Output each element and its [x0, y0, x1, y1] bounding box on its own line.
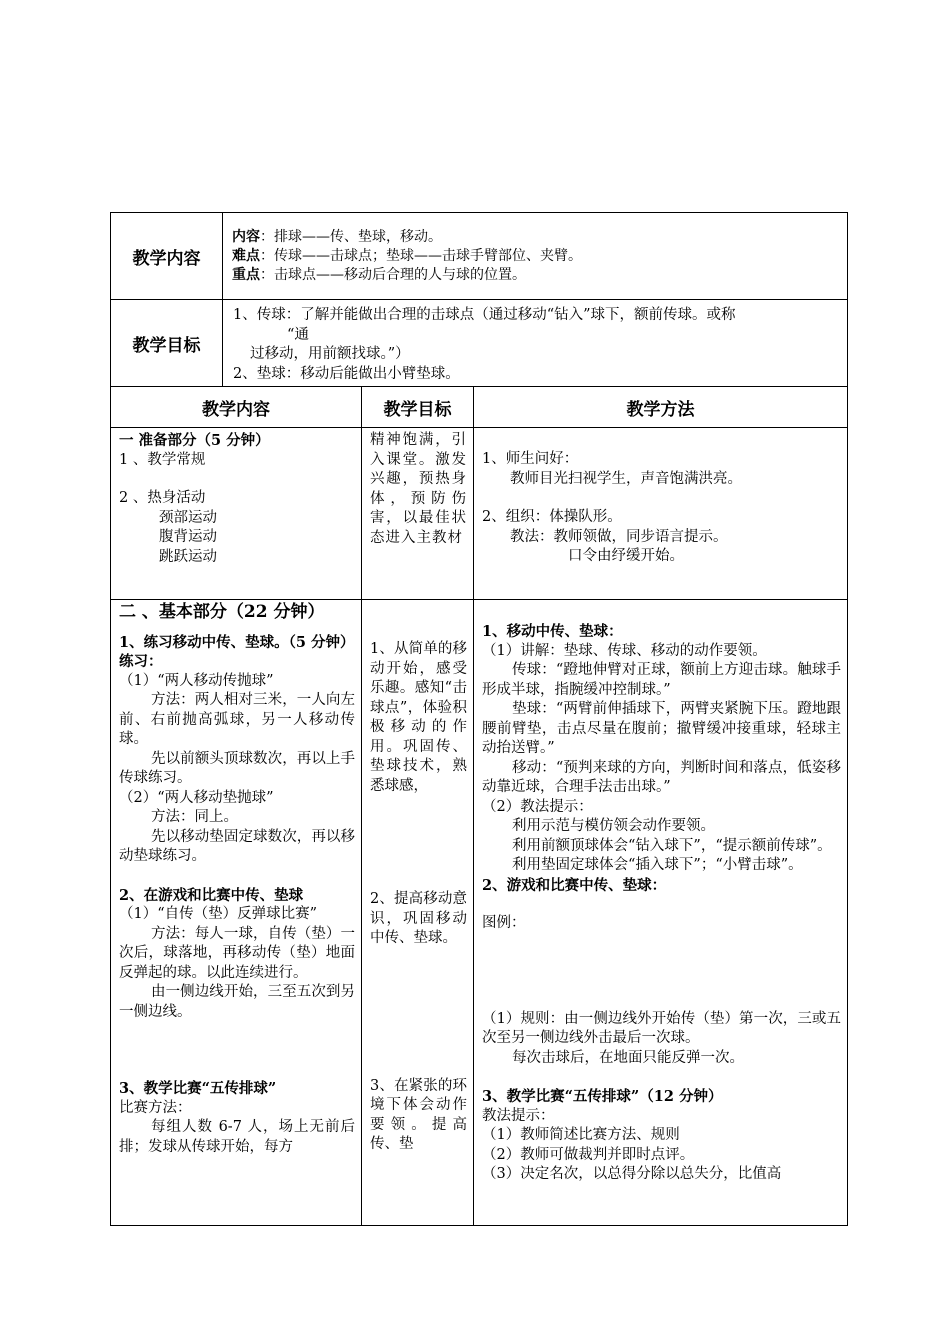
- goal-line-2: “通: [287, 326, 309, 343]
- basic-m1-b3: 利用垫固定球体会“插入球下”；“小臂击球”。: [512, 857, 803, 873]
- goal-label-cell: [111, 300, 223, 387]
- basic-m1-b1: 利用示范与模仿领会动作要领。: [512, 818, 715, 834]
- basic-m2-title: 2、游戏和比赛中传、垫球：: [482, 876, 667, 894]
- basic-goal-cell: [362, 600, 474, 1226]
- basic-m1-b2: 利用前额顶球体会“钻入球下”，“提示额前传球”。: [512, 837, 832, 854]
- basic-goal-3: 3、在紧张的环境下体会动作要领。提高传、垫: [370, 1077, 467, 1152]
- goal-line-4: 2、垫球：移动后能做出小臂垫球。: [233, 365, 460, 382]
- header-goal: 教学目标: [362, 387, 474, 428]
- goal-cell: [223, 300, 848, 387]
- header-method: 教学方法: [474, 387, 848, 428]
- basic-m1-a: （1）讲解：垫球、传球、移动的动作要领。: [482, 642, 767, 659]
- basic-m1-dig: 垫球：“两臂前伸插球下，两臂夹紧腕下压。蹬地跟腰前臂垫，击点尽量在腹前；撤臂缓冲接重球，轻球主动抬送臂。”: [482, 701, 841, 756]
- prep-sub-2: 腹背运动: [159, 529, 217, 545]
- prep-title: 一 准备部分（5 分钟）: [119, 432, 270, 449]
- basic-m3-2: （2）教师可做裁判并即时点评。: [482, 1146, 695, 1163]
- header-content: 教学内容: [111, 387, 362, 428]
- prep-method-4: 教法：教师领做，同步语言提示。: [510, 528, 728, 545]
- basic-s3-title: 3、教学比赛“五传排球”: [119, 1080, 277, 1097]
- basic-s3-method-label: 比赛方法：: [119, 1099, 192, 1116]
- prep-method-cell: [474, 428, 848, 600]
- content-line-3: 重点：击球点——移动后合理的人与球的位置。: [232, 267, 526, 283]
- basic-s2-title: 2、在游戏和比赛中传、垫球: [119, 886, 304, 904]
- basic-m1-title: 1、移动中传、垫球：: [482, 623, 623, 640]
- prep-sub-3: 跳跃运动: [159, 548, 217, 565]
- basic-s3-method: 每组人数 6-7 人，场上无前后排；发球从传球开始，每方: [119, 1119, 355, 1155]
- content-label-cell: [111, 213, 223, 300]
- basic-m2-figure-label: 图例：: [482, 915, 526, 931]
- goal-line-1: 1、传球：了解并能做出合理的击球点（通过移动“钻入”球下，额前传球。或称: [233, 307, 736, 323]
- figure-placeholder: [482, 934, 841, 1010]
- lesson-plan-table: [110, 212, 848, 1226]
- basic-s1-b-more: 先以移动垫固定球数次，再以移动垫球练习。: [119, 828, 355, 864]
- basic-s1-a-method: 方法：两人相对三米，一人向左前、右前抛高弧球，另一人移动传球。: [119, 692, 355, 747]
- basic-s2-a: （1）“自传（垫）反弹球比赛”: [119, 906, 318, 922]
- prep-content-cell: [111, 428, 362, 600]
- prep-item-1: 1 、教学常规: [119, 451, 206, 468]
- prep-method-5: 口令由纾缓开始。: [568, 548, 684, 564]
- basic-s1-a-more: 先以前额头顶球数次，再以上手传球练习。: [119, 750, 355, 786]
- basic-m2-rule2: 每次击球后，在地面只能反弹一次。: [512, 1049, 744, 1066]
- basic-s1-title: 1、练习移动中传、垫球。（5 分钟）: [119, 633, 355, 651]
- basic-m1-b: （2）教法提示：: [482, 798, 593, 815]
- basic-content-cell: [111, 600, 362, 1226]
- basic-s2-a-method: 方法：每人一球，自传（垫）一次后，球落地，再移动传（垫）地面反弹起的球。以此连续进行。: [119, 925, 355, 981]
- basic-method-cell: [474, 600, 848, 1226]
- basic-goal-2: 2、提高移动意识，巩固移动中传、垫球。: [370, 891, 467, 946]
- content-label: 教学内容: [132, 248, 201, 269]
- basic-m2-rule: （1）规则：由一侧边线外开始传（垫）第一次，三或五次至另一侧边线外击最后一次球。: [482, 1010, 841, 1046]
- basic-m3-title: 3、教学比赛“五传排球”（12 分钟）: [482, 1088, 723, 1105]
- prep-goal-text: 精神饱满，引入课堂。激发兴趣，预热身体，预防伤害，以最佳状态进入主教材: [370, 432, 467, 546]
- content-line-2: 难点：传球——击球点；垫球——击球手臂部位、夹臂。: [232, 248, 582, 264]
- basic-m1-move: 移动：“预判来球的方向，判断时间和落点，低姿移动靠近球，合理手法击出球。”: [482, 759, 841, 795]
- basic-s1-practice: 练习：: [119, 653, 163, 670]
- basic-goal-1: 1、从简单的移动开始，感受乐趣。感知“击球点”，体验积极移动的作用。巩固传、垫球技术，熟悉球感，: [370, 641, 467, 794]
- goal-label: 教学目标: [132, 335, 201, 356]
- prep-sub-1: 颈部运动: [159, 509, 217, 526]
- basic-s2-a-more: 由一侧边线开始，三至五次到另一侧边线。: [119, 984, 355, 1020]
- basic-s1-b-method: 方法：同上。: [151, 809, 238, 825]
- prep-goal-cell: [362, 428, 474, 600]
- basic-s1-a: （1）“两人移动传抛球”: [119, 672, 274, 689]
- prep-method-1: 1、师生问好：: [482, 451, 579, 467]
- basic-s1-b: （2）“两人移动垫抛球”: [119, 789, 274, 806]
- basic-m3-tip: 教法提示：: [482, 1107, 555, 1124]
- prep-method-3: 2、组织：体操队形。: [482, 509, 622, 525]
- content-line-1: 内容：排球——传、垫球，移动。: [232, 229, 442, 245]
- goal-line-3: 过移动，用前额找球。”）: [250, 346, 410, 362]
- basic-m3-1: （1）教师简述比赛方法、规则: [482, 1127, 680, 1143]
- basic-title: 二 、基本部分（22 分钟）: [119, 602, 325, 622]
- basic-m1-pass: 传球：“蹬地伸臂对正球，额前上方迎击球。触球手形成半球，指腕缓冲控制球。”: [482, 662, 841, 698]
- basic-m3-3: （3）决定名次，以总得分除以总失分，比值高: [482, 1166, 782, 1182]
- content-cell: [223, 213, 848, 300]
- prep-item-2: 2 、热身活动: [119, 490, 206, 506]
- prep-method-2: 教师目光扫视学生，声音饱满洪亮。: [510, 470, 742, 487]
